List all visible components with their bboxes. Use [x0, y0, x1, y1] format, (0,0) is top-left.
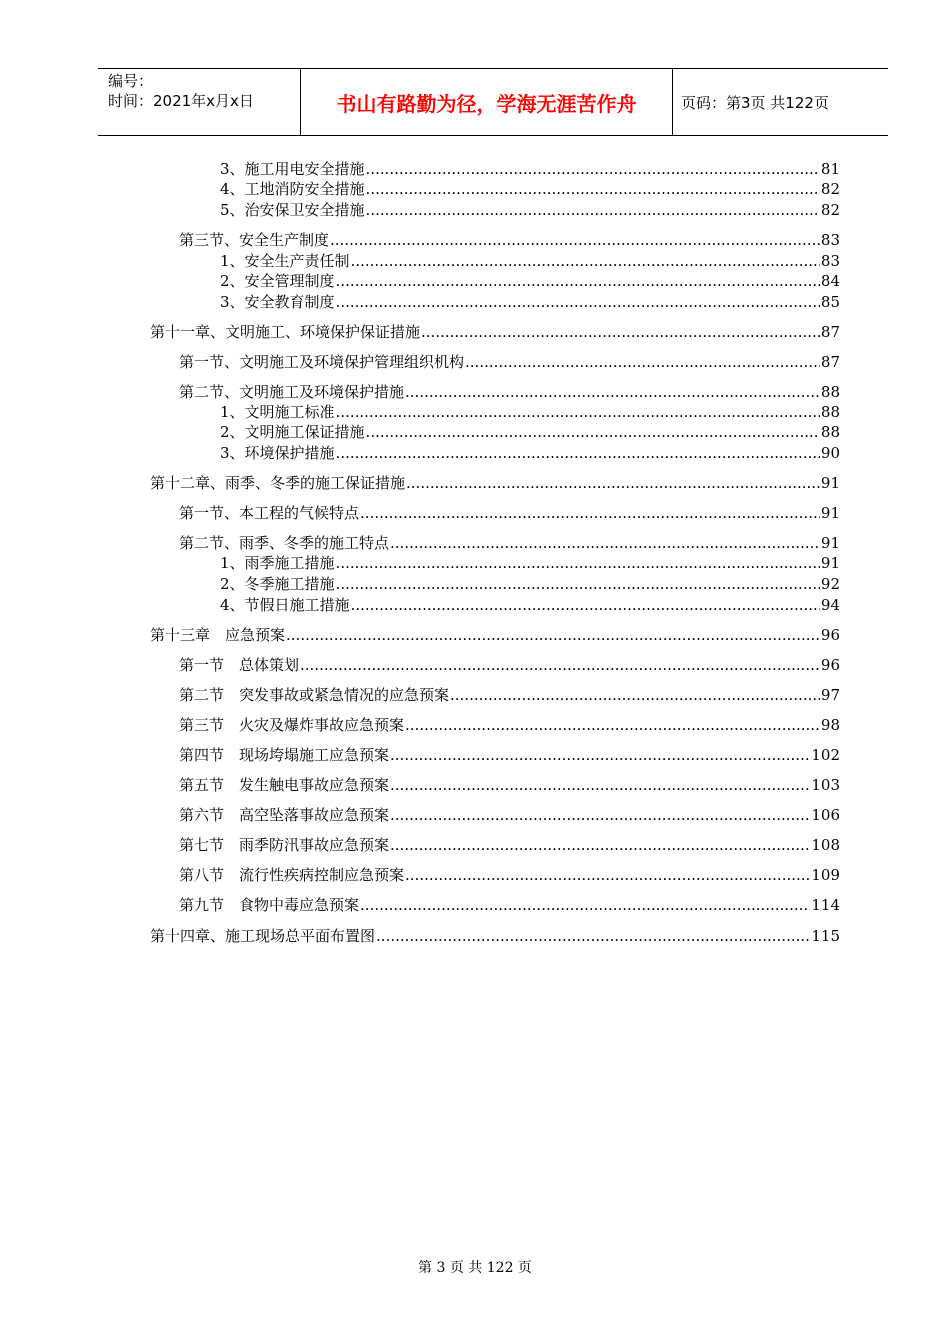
toc-entry-page: 96: [820, 626, 840, 644]
page-header: [98, 68, 888, 136]
toc-entry[interactable]: [179, 533, 840, 553]
toc-entry-title: 第三节 火灾及爆炸事故应急预案: [179, 716, 405, 734]
toc-entry-title: 1、文明施工标准: [220, 403, 335, 421]
toc-entry-page: 114: [811, 896, 840, 914]
toc-entry[interactable]: [179, 805, 840, 825]
toc-entry-page: 84: [820, 272, 840, 290]
toc-entry-title: 3、环境保护措施: [220, 444, 335, 462]
toc-entry-title: 第三节、安全生产制度: [179, 231, 330, 249]
toc-entry-page: 94: [820, 596, 840, 614]
toc-entry[interactable]: [220, 251, 840, 271]
toc-entry[interactable]: [220, 422, 840, 442]
toc-entry-page: 97: [820, 686, 840, 704]
toc-entry-page: 88: [820, 383, 840, 401]
toc-entry-page: 115: [811, 927, 840, 945]
toc-entry-page: 109: [811, 866, 840, 884]
toc-entry-title: 5、治安保卫安全措施: [220, 201, 365, 219]
toc-entry-title: 3、施工用电安全措施: [220, 160, 365, 178]
toc-entry[interactable]: [220, 200, 840, 220]
toc-entry[interactable]: [220, 179, 840, 199]
toc-entry-page: 82: [820, 180, 840, 198]
toc-entry-page: 85: [820, 293, 840, 311]
toc-entry[interactable]: [220, 292, 840, 312]
toc-entry-page: 91: [820, 474, 840, 492]
toc-entry-title: 第一节、文明施工及环境保护管理组织机构: [179, 353, 465, 371]
toc-entry-page: 87: [820, 353, 840, 371]
toc-entry-title: 第十一章、文明施工、环境保护保证措施: [150, 323, 421, 341]
toc-entry-page: 91: [820, 504, 840, 522]
toc-entry-page: 88: [820, 403, 840, 421]
toc-entry[interactable]: [179, 230, 840, 250]
toc-entry[interactable]: [179, 352, 840, 372]
toc-entry-title: 第十三章 应急预案: [150, 626, 286, 644]
toc-entry-page: 106: [811, 806, 840, 824]
document-number-label: 编号：: [108, 72, 154, 90]
toc-entry-title: 第一节 总体策划: [179, 656, 300, 674]
toc-entry-page: 88: [820, 423, 840, 441]
toc-entry[interactable]: [220, 553, 840, 573]
toc-entry-title: 1、安全生产责任制: [220, 252, 350, 270]
footer-page-number: 第 3 页 共 122 页: [418, 1260, 532, 1276]
toc-entry-page: 83: [820, 252, 840, 270]
toc-entry-title: 第九节 食物中毒应急预案: [179, 896, 360, 914]
toc-entry[interactable]: [179, 865, 840, 885]
toc-entry[interactable]: [179, 895, 840, 915]
toc-entry-title: 第八节 流行性疾病控制应急预案: [179, 866, 405, 884]
toc-entry-title: 3、安全教育制度: [220, 293, 335, 311]
toc-entry[interactable]: [179, 835, 840, 855]
toc-entry-page: 91: [820, 554, 840, 572]
toc-entry[interactable]: [220, 443, 840, 463]
toc-entry-page: 108: [811, 836, 840, 854]
toc-entry[interactable]: [179, 775, 840, 795]
header-motto: 书山有路勤为径，学海无涯苦作舟: [300, 69, 673, 135]
toc-entry[interactable]: [150, 473, 840, 493]
toc-entry[interactable]: [150, 926, 840, 946]
toc-entry-title: 第十二章、雨季、冬季的施工保证措施: [150, 474, 406, 492]
toc-entry-title: 第十四章、施工现场总平面布置图: [150, 927, 376, 945]
toc-entry-title: 第一节、本工程的气候特点: [179, 504, 360, 522]
toc-entry[interactable]: [220, 271, 840, 291]
document-time-label: 时间：2021年x月x日: [108, 92, 254, 110]
toc-entry-title: 4、工地消防安全措施: [220, 180, 365, 198]
toc-entry-title: 第五节 发生触电事故应急预案: [179, 776, 390, 794]
toc-entry-page: 103: [811, 776, 840, 794]
toc-entry-title: 2、安全管理制度: [220, 272, 335, 290]
toc-entry-page: 102: [811, 746, 840, 764]
toc-entry-title: 2、冬季施工措施: [220, 575, 335, 593]
toc-entry-title: 第二节、文明施工及环境保护措施: [179, 383, 405, 401]
toc-entry-page: 96: [820, 656, 840, 674]
toc-entry[interactable]: [220, 595, 840, 615]
toc-entry[interactable]: [220, 402, 840, 422]
toc-entry-page: 98: [820, 716, 840, 734]
toc-entry[interactable]: [150, 322, 840, 342]
toc-entry[interactable]: [220, 574, 840, 594]
toc-entry-title: 第二节、雨季、冬季的施工特点: [179, 534, 390, 552]
toc-entry-title: 第六节 高空坠落事故应急预案: [179, 806, 390, 824]
toc-entry-title: 第二节 突发事故或紧急情况的应急预案: [179, 686, 450, 704]
toc-entry[interactable]: [220, 159, 840, 179]
toc-entry-page: 90: [820, 444, 840, 462]
toc-entry-page: 92: [820, 575, 840, 593]
toc-entry-page: 82: [820, 201, 840, 219]
header-page-info: 页码：第3页 共122页: [681, 93, 829, 112]
toc-entry[interactable]: [150, 625, 840, 645]
toc-entry-title: 1、雨季施工措施: [220, 554, 335, 572]
toc-entry[interactable]: [179, 503, 840, 523]
toc-entry-title: 4、节假日施工措施: [220, 596, 350, 614]
toc-entry-page: 83: [820, 231, 840, 249]
toc-entry-page: 87: [820, 323, 840, 341]
toc-entry-title: 2、文明施工保证措施: [220, 423, 365, 441]
toc-entry[interactable]: [179, 745, 840, 765]
toc-entry-title: 第七节 雨季防汛事故应急预案: [179, 836, 390, 854]
toc-entry[interactable]: [179, 715, 840, 735]
header-meta-cell: [98, 69, 300, 135]
toc-entry-page: 81: [820, 160, 840, 178]
toc-entry-title: 第四节 现场垮塌施工应急预案: [179, 746, 390, 764]
toc-entry[interactable]: [179, 685, 840, 705]
page-footer: [0, 1257, 950, 1277]
toc-entry[interactable]: [179, 382, 840, 402]
toc-entry-page: 91: [820, 534, 840, 552]
toc-entry[interactable]: [179, 655, 840, 675]
